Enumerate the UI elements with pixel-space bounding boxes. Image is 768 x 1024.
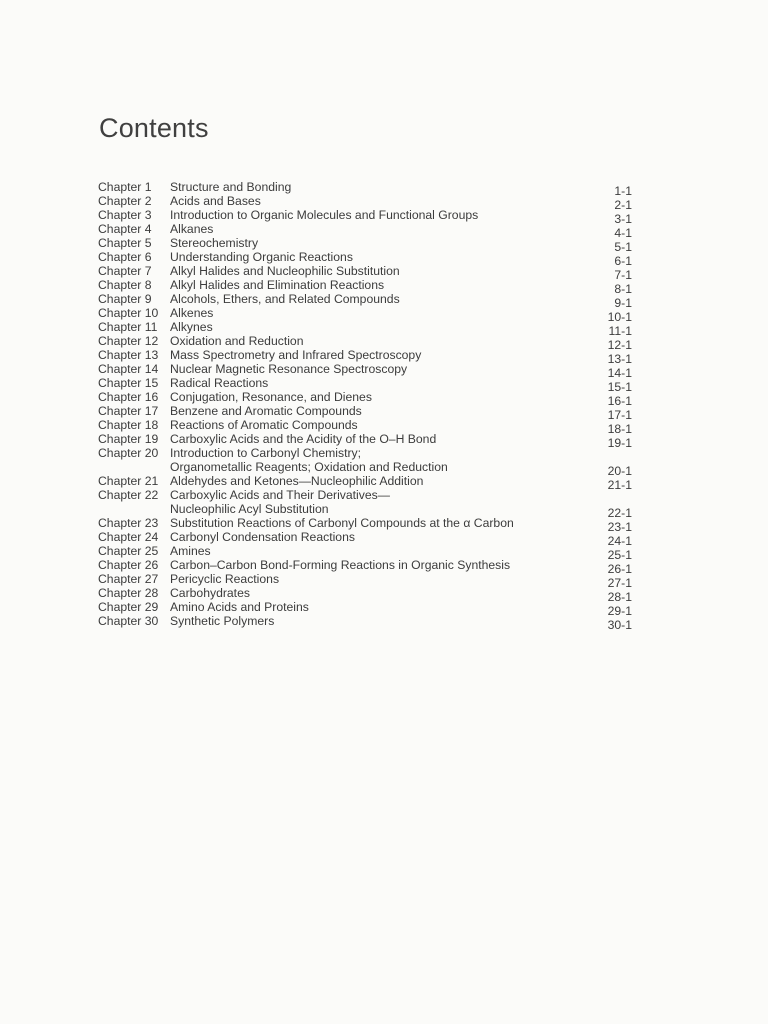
toc-entry	[96, 320, 636, 338]
page-number: 24-1	[607, 534, 632, 548]
chapter-number: Chapter 10	[98, 306, 159, 320]
page-number: 30-1	[607, 618, 632, 632]
page-number: 23-1	[607, 520, 632, 534]
toc-entry	[96, 194, 636, 212]
page-number: 4-1	[614, 226, 632, 240]
toc-entry	[96, 516, 636, 534]
page-number: 18-1	[607, 422, 632, 436]
chapter-number: Chapter 12	[98, 334, 159, 348]
chapter-title: Carbon–Carbon Bond-Forming Reactions in Organic Synthesis	[170, 558, 511, 572]
chapter-title: Structure and Bonding	[170, 180, 292, 194]
chapter-number: Chapter 23	[98, 516, 159, 530]
chapter-number: Chapter 1	[98, 180, 152, 194]
page-number: 15-1	[607, 380, 632, 394]
toc-entry	[96, 558, 636, 576]
page-number: 9-1	[614, 296, 632, 310]
page-number: 17-1	[607, 408, 632, 422]
chapter-number: Chapter 28	[98, 586, 159, 600]
chapter-number: Chapter 22	[98, 488, 159, 502]
toc-entry	[96, 278, 636, 296]
page-number: 7-1	[614, 268, 632, 282]
page-number: 28-1	[607, 590, 632, 604]
page-number: 29-1	[607, 604, 632, 618]
toc-entry	[96, 488, 636, 520]
chapter-title: Reactions of Aromatic Compounds	[170, 418, 358, 432]
page-number: 2-1	[614, 198, 632, 212]
page-number: 16-1	[607, 394, 632, 408]
toc-entry	[96, 250, 636, 268]
toc-entry	[96, 334, 636, 352]
page-number: 5-1	[614, 240, 632, 254]
chapter-title: Carbonyl Condensation Reactions	[170, 530, 355, 544]
chapter-number: Chapter 21	[98, 474, 159, 488]
chapter-title-line2: Organometallic Reagents; Oxidation and Reduction	[170, 460, 448, 474]
toc-entry	[96, 432, 636, 450]
page-title: Contents	[99, 113, 209, 143]
chapter-title: Understanding Organic Reactions	[170, 250, 353, 264]
toc-entry	[96, 586, 636, 604]
page-number: 14-1	[607, 366, 632, 380]
page-number: 21-1	[607, 478, 632, 492]
chapter-title: Alcohols, Ethers, and Related Compounds	[170, 292, 400, 306]
toc-entry	[96, 418, 636, 436]
toc-entry	[96, 306, 636, 324]
chapter-title: Synthetic Polymers	[170, 614, 275, 628]
toc-entry	[96, 376, 636, 394]
chapter-title: Carboxylic Acids and the Acidity of the O–H Bond	[170, 432, 437, 446]
toc-entry	[96, 292, 636, 310]
chapter-title: Acids and Bases	[170, 194, 261, 208]
chapter-number: Chapter 30	[98, 614, 159, 628]
chapter-title: Nuclear Magnetic Resonance Spectroscopy	[170, 362, 408, 376]
page-number: 10-1	[607, 310, 632, 324]
toc-entry	[96, 544, 636, 562]
chapter-title: Introduction to Carbonyl Chemistry;	[170, 446, 362, 460]
chapter-number: Chapter 5	[98, 236, 152, 250]
chapter-number: Chapter 16	[98, 390, 159, 404]
page-number: 12-1	[607, 338, 632, 352]
toc-entry	[96, 446, 636, 478]
chapter-title-line2: Nucleophilic Acyl Substitution	[170, 502, 329, 516]
page-number: 1-1	[614, 184, 632, 198]
chapter-number: Chapter 26	[98, 558, 159, 572]
chapter-title: Radical Reactions	[170, 376, 269, 390]
chapter-title: Carbohydrates	[170, 586, 250, 600]
chapter-number: Chapter 2	[98, 194, 152, 208]
page-number: 13-1	[607, 352, 632, 366]
page-number: 3-1	[614, 212, 632, 226]
page-number: 6-1	[614, 254, 632, 268]
chapter-number: Chapter 6	[98, 250, 152, 264]
toc-entry	[96, 474, 636, 492]
chapter-title: Pericyclic Reactions	[170, 572, 280, 586]
toc-entry	[96, 264, 636, 282]
chapter-number: Chapter 17	[98, 404, 159, 418]
chapter-title: Alkynes	[170, 320, 213, 334]
chapter-number: Chapter 3	[98, 208, 152, 222]
chapter-number: Chapter 8	[98, 278, 152, 292]
chapter-title: Oxidation and Reduction	[170, 334, 304, 348]
toc-entry	[96, 600, 636, 618]
chapter-title: Alkenes	[170, 306, 214, 320]
chapter-number: Chapter 19	[98, 432, 159, 446]
toc-entry	[96, 572, 636, 590]
page-number: 26-1	[607, 562, 632, 576]
chapter-title: Amino Acids and Proteins	[170, 600, 309, 614]
chapter-number: Chapter 27	[98, 572, 159, 586]
chapter-title: Alkyl Halides and Nucleophilic Substitution	[170, 264, 400, 278]
toc-entry	[96, 362, 636, 380]
toc-entry	[96, 236, 636, 254]
chapter-number: Chapter 13	[98, 348, 159, 362]
toc-entry	[96, 530, 636, 548]
page-number: 22-1	[607, 506, 632, 520]
chapter-number: Chapter 7	[98, 264, 152, 278]
chapter-title: Substitution Reactions of Carbonyl Compounds at the α Carbon	[170, 516, 514, 530]
chapter-title: Aldehydes and Ketones—Nucleophilic Addition	[170, 474, 424, 488]
chapter-number: Chapter 18	[98, 418, 159, 432]
toc-entry	[96, 222, 636, 240]
chapter-number: Chapter 20	[98, 446, 159, 460]
chapter-title: Carboxylic Acids and Their Derivatives—	[170, 488, 390, 502]
chapter-title: Amines	[170, 544, 211, 558]
toc-entry	[96, 208, 636, 226]
page-number: 20-1	[607, 464, 632, 478]
toc-entry	[96, 180, 636, 198]
chapter-title: Mass Spectrometry and Infrared Spectroscopy	[170, 348, 422, 362]
chapter-number: Chapter 4	[98, 222, 152, 236]
chapter-number: Chapter 24	[98, 530, 159, 544]
chapter-number: Chapter 14	[98, 362, 159, 376]
page-number: 19-1	[607, 436, 632, 450]
chapter-title: Introduction to Organic Molecules and Functional Groups	[170, 208, 479, 222]
chapter-number: Chapter 11	[98, 320, 158, 334]
chapter-number: Chapter 15	[98, 376, 159, 390]
toc-entry	[96, 390, 636, 408]
toc-entry	[96, 614, 636, 632]
chapter-title: Stereochemistry	[170, 236, 259, 250]
chapter-title: Benzene and Aromatic Compounds	[170, 404, 362, 418]
page-number: 8-1	[614, 282, 632, 296]
chapter-number: Chapter 29	[98, 600, 159, 614]
chapter-title: Conjugation, Resonance, and Dienes	[170, 390, 372, 404]
page-number: 25-1	[607, 548, 632, 562]
chapter-number: Chapter 25	[98, 544, 159, 558]
chapter-title: Alkanes	[170, 222, 214, 236]
page-number: 11-1	[608, 324, 632, 338]
table-of-contents	[96, 180, 636, 632]
toc-entry	[96, 348, 636, 366]
page-number: 27-1	[607, 576, 632, 590]
chapter-title: Alkyl Halides and Elimination Reactions	[170, 278, 385, 292]
chapter-number: Chapter 9	[98, 292, 152, 306]
toc-entry	[96, 404, 636, 422]
